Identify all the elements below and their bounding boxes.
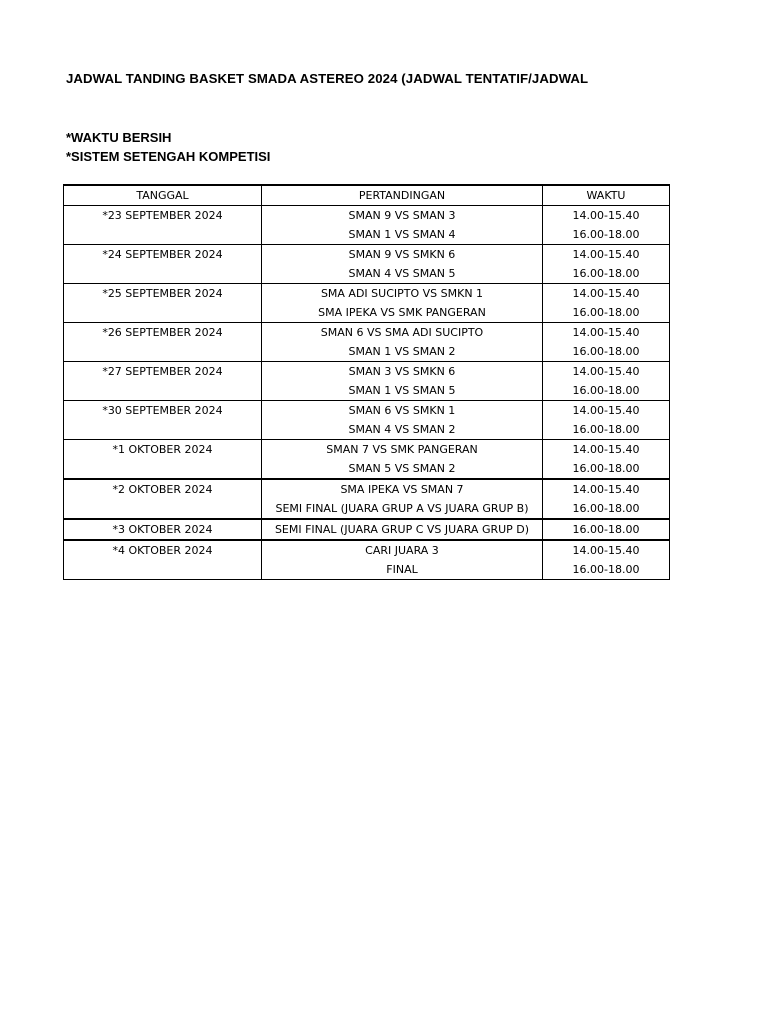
- match-cell: SEMI FINAL (JUARA GRUP A VS JUARA GRUP B): [262, 499, 543, 519]
- date-cell: *24 SEPTEMBER 2024: [64, 245, 262, 284]
- time-cell: 14.00-15.40: [543, 206, 670, 226]
- match-cell: SMAN 9 VS SMKN 6: [262, 245, 543, 265]
- match-cell: SMA IPEKA VS SMK PANGERAN: [262, 303, 543, 323]
- time-cell: 16.00-18.00: [543, 381, 670, 401]
- table-row: [64, 362, 670, 382]
- match-cell: SMAN 4 VS SMAN 2: [262, 420, 543, 440]
- time-cell: 16.00-18.00: [543, 519, 670, 540]
- table-row: [64, 519, 670, 540]
- date-cell: *30 SEPTEMBER 2024: [64, 401, 262, 440]
- time-cell: 14.00-15.40: [543, 540, 670, 560]
- table-row: [64, 479, 670, 499]
- date-cell: *3 OKTOBER 2024: [64, 519, 262, 540]
- match-cell: SMA ADI SUCIPTO VS SMKN 1: [262, 284, 543, 304]
- time-cell: 16.00-18.00: [543, 560, 670, 580]
- time-cell: 14.00-15.40: [543, 440, 670, 460]
- time-cell: 16.00-18.00: [543, 499, 670, 519]
- time-cell: 14.00-15.40: [543, 401, 670, 421]
- table-row: [64, 323, 670, 343]
- time-cell: 16.00-18.00: [543, 303, 670, 323]
- table-row: [64, 245, 670, 265]
- time-cell: 16.00-18.00: [543, 420, 670, 440]
- time-cell: 14.00-15.40: [543, 362, 670, 382]
- match-cell: SEMI FINAL (JUARA GRUP C VS JUARA GRUP D): [262, 519, 543, 540]
- table-row: [64, 206, 670, 226]
- date-cell: *1 OKTOBER 2024: [64, 440, 262, 480]
- notes: [66, 128, 270, 166]
- note-sistem-kompetisi: *SISTEM SETENGAH KOMPETISI: [66, 149, 271, 164]
- time-cell: 16.00-18.00: [543, 342, 670, 362]
- table-row: [64, 401, 670, 421]
- header-tanggal: TANGGAL: [64, 185, 262, 206]
- match-cell: SMA IPEKA VS SMAN 7: [262, 479, 543, 499]
- match-cell: SMAN 1 VS SMAN 5: [262, 381, 543, 401]
- table-row: [64, 284, 670, 304]
- date-cell: *4 OKTOBER 2024: [64, 540, 262, 580]
- time-cell: 14.00-15.40: [543, 245, 670, 265]
- schedule-table: [63, 184, 670, 580]
- document-title: JADWAL TANDING BASKET SMADA ASTEREO 2024 (JADWAL TENTATIF/JADWAL: [66, 71, 589, 86]
- match-cell: SMAN 3 VS SMKN 6: [262, 362, 543, 382]
- date-cell: *23 SEPTEMBER 2024: [64, 206, 262, 245]
- note-waktu-bersih: *WAKTU BERSIH: [66, 130, 172, 145]
- match-cell: SMAN 7 VS SMK PANGERAN: [262, 440, 543, 460]
- time-cell: 16.00-18.00: [543, 459, 670, 479]
- match-cell: SMAN 4 VS SMAN 5: [262, 264, 543, 284]
- table-row: [64, 540, 670, 560]
- match-cell: SMAN 6 VS SMKN 1: [262, 401, 543, 421]
- date-cell: *2 OKTOBER 2024: [64, 479, 262, 519]
- header-pertandingan: PERTANDINGAN: [262, 185, 543, 206]
- match-cell: FINAL: [262, 560, 543, 580]
- match-cell: SMAN 6 VS SMA ADI SUCIPTO: [262, 323, 543, 343]
- table-header-row: [64, 185, 670, 206]
- date-cell: *26 SEPTEMBER 2024: [64, 323, 262, 362]
- time-cell: 14.00-15.40: [543, 479, 670, 499]
- match-cell: SMAN 1 VS SMAN 4: [262, 225, 543, 245]
- match-cell: SMAN 9 VS SMAN 3: [262, 206, 543, 226]
- time-cell: 14.00-15.40: [543, 284, 670, 304]
- time-cell: 16.00-18.00: [543, 264, 670, 284]
- match-cell: SMAN 1 VS SMAN 2: [262, 342, 543, 362]
- time-cell: 16.00-18.00: [543, 225, 670, 245]
- match-cell: SMAN 5 VS SMAN 2: [262, 459, 543, 479]
- time-cell: 14.00-15.40: [543, 323, 670, 343]
- header-waktu: WAKTU: [543, 185, 670, 206]
- table-row: [64, 440, 670, 460]
- date-cell: *27 SEPTEMBER 2024: [64, 362, 262, 401]
- date-cell: *25 SEPTEMBER 2024: [64, 284, 262, 323]
- match-cell: CARI JUARA 3: [262, 540, 543, 560]
- schedule-body: [64, 206, 670, 580]
